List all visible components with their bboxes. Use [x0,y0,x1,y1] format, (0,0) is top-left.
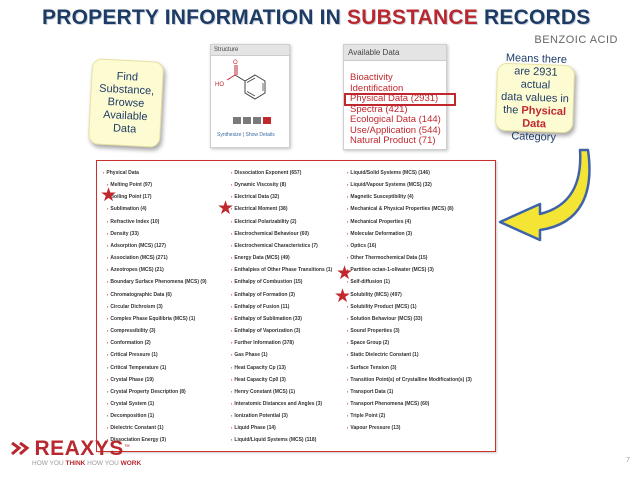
available-data-item[interactable]: Use/Application (544) [350,124,441,136]
structure-tool-icon[interactable] [253,117,261,124]
note-line: Means there [505,51,568,66]
reaxys-logo [10,438,141,467]
property-item[interactable]: ▪ Mechanical Properties (4) [347,216,472,228]
tagline-part: THINK [65,460,86,467]
property-item[interactable]: ▪ Electrochemical Characteristics (7) [231,240,332,252]
property-item[interactable]: ▪ Critical Pressure (1) [103,349,207,361]
property-item[interactable]: ▪ Azeotropes (MCS) (21) [103,264,207,276]
property-item[interactable]: ▪ Boundary Surface Phenomena (MCS) (9) [103,276,207,288]
note-highlight: Data [521,117,547,130]
property-item[interactable]: ▪ Heat Capacity Cp0 (3) [231,374,332,386]
sticky-note-means-there [495,51,575,144]
star-icon: ★ [100,185,118,206]
property-item[interactable]: ▪ Decomposition (1) [103,410,207,422]
property-item[interactable]: ▪ Transport Data (1) [347,386,472,398]
property-item[interactable]: ▪ Sublimation (4) [103,203,207,215]
property-item[interactable]: ▪ Dielectric Constant (1) [103,422,207,434]
physical-data-highlight-box [344,93,456,106]
note-line: are 2931 actual [514,64,558,92]
property-item[interactable]: ▪ Dynamic Viscosity (8) [231,179,332,191]
property-item[interactable]: ▪ Sound Properties (3) [347,325,472,337]
property-item[interactable]: ▪ Transport Phenomena (MCS) (60) [347,398,472,410]
property-column-3 [347,167,472,434]
property-item[interactable]: ▪ Self-diffusion (1) [347,276,472,288]
note-line: Available [102,108,148,123]
property-item[interactable]: ▪ Liquid/Liquid Systems (MCS) (118) [231,434,332,446]
note-highlight: Physical [521,104,567,118]
note-line: Substance, [98,82,155,97]
property-item[interactable]: ▪ Ionization Potential (3) [231,410,332,422]
reaxys-logo-wordmark [10,438,141,460]
note-text: the [502,103,522,117]
star-icon: ★ [334,286,352,307]
property-item[interactable]: ▪ Electrical Data (32) [231,191,332,203]
property-item[interactable]: ▪ Refractive Index (10) [103,216,207,228]
compound-name: BENZOIC ACID [534,34,618,46]
property-item[interactable]: ▪ Critical Temperature (1) [103,362,207,374]
tagline-part: WORK [120,460,142,467]
property-item[interactable]: ▪ Dissociation Energy (3) [103,434,207,446]
property-item[interactable]: ▪ Liquid/Solid Systems (MCS) (146) [347,167,472,179]
available-data-item[interactable]: Ecological Data (144) [350,114,441,125]
available-data-item[interactable]: Bioactivity [350,72,393,83]
title-part2: RECORDS [477,6,591,29]
property-item[interactable]: ▪ Mechanical & Physical Properties (MCS) (8) [347,203,472,215]
property-item[interactable]: ▪ Gas Phase (1) [231,349,332,361]
property-item[interactable]: ▪ Electrical Moment (38) [231,203,332,215]
structure-toolbar[interactable] [233,117,271,124]
sticky-note-find-substance [88,58,164,148]
title-highlight: SUBSTANCE [347,6,478,29]
property-item[interactable]: ▪ Interatomic Distances and Angles (3) [231,398,332,410]
property-item[interactable]: ▪ Energy Data (MCS) (49) [231,252,332,264]
property-item[interactable]: ▪ Liquid/Vapour Systems (MCS) (32) [347,179,472,191]
page-number: 7 [626,457,630,464]
property-column-2 [231,167,332,447]
property-item[interactable]: ▪ Molecular Deformation (3) [347,228,472,240]
property-item[interactable]: ▪ Compressibility (3) [103,325,207,337]
property-item[interactable]: ▪ Transition Point(s) of Crystalline Modification(s) (3) [347,374,472,386]
property-item[interactable]: ▪ Electrical Polarizability (2) [231,216,332,228]
arrow-icon [496,148,596,244]
title-part1: PROPERTY INFORMATION IN [42,6,348,29]
property-item[interactable]: ▪ Dissociation Exponent (657) [231,167,332,179]
property-item[interactable]: ▪ Physical Data [103,167,207,179]
note-line [499,116,568,144]
property-item[interactable]: ▪ Association (MCS) (271) [103,252,207,264]
property-item[interactable]: ▪ Enthalpy of Vaporization (3) [231,325,332,337]
property-item[interactable]: ▪ Conformation (2) [103,337,207,349]
note-line: Browse [107,95,145,110]
physical-data-panel [96,160,496,452]
property-item[interactable]: ▪ Heat Capacity Cp (13) [231,362,332,374]
property-item[interactable]: ▪ Electrochemical Behaviour (60) [231,228,332,240]
property-item[interactable]: ▪ Partition octan-1-ol/water (MCS) (3) [347,264,472,276]
property-item[interactable]: ▪ Enthalpy of Sublimation (33) [231,313,332,325]
star-icon: ★ [217,198,235,219]
property-item[interactable]: ▪ Density (33) [103,228,207,240]
property-item[interactable]: ▪ Enthalpy of Formation (3) [231,289,332,301]
property-item[interactable]: ▪ Enthalpies of Other Phase Transitions (1) [231,264,332,276]
property-item[interactable]: ▪ Boiling Point (17) [103,191,207,203]
property-item[interactable]: ▪ Further Information (378) [231,337,332,349]
property-item[interactable]: ▪ Liquid Phase (14) [231,422,332,434]
slide-title [42,6,590,30]
property-item[interactable]: ▪ Crystal System (1) [103,398,207,410]
note-line: Find [116,69,139,84]
property-item[interactable]: ▪ Solubility (MCS) (497) [347,289,472,301]
note-line: Data [112,121,137,136]
available-data-item[interactable]: Spectra (421) [350,103,408,115]
property-item[interactable]: ▪ Crystal Property Description (8) [103,386,207,398]
available-data-item[interactable]: Identification [350,82,404,94]
structure-tool-icon[interactable] [263,117,271,124]
property-item[interactable]: ▪ Adsorption (MCS) (127) [103,240,207,252]
note-text: Category [511,129,557,144]
property-item[interactable]: ▪ Henry Constant (MCS) (1) [231,386,332,398]
property-item[interactable]: ▪ Enthalpy of Fusion (11) [231,301,332,313]
structure-links[interactable]: Synthesize | Show Details [217,132,275,138]
property-item[interactable]: ▪ Space Group (2) [347,337,472,349]
property-item[interactable]: ▪ Vapour Pressure (13) [347,422,472,434]
property-item[interactable]: ▪ Surface Tension (3) [347,362,472,374]
structure-tool-icon[interactable] [243,117,251,124]
property-column-1 [103,167,207,447]
property-item[interactable]: ▪ Crystal Phase (19) [103,374,207,386]
star-icon: ★ [336,263,354,284]
property-item[interactable]: ▪ Complex Phase Equilibria (MCS) (1) [103,313,207,325]
property-item[interactable]: ▪ Solubility Product (MCS) (1) [347,301,472,313]
property-item[interactable]: ▪ Circular Dichroism (3) [103,301,207,313]
svg-text:O: O [233,60,238,66]
hydroxyl-label: HO [215,82,224,88]
available-data-heading: Available Data [344,45,446,61]
structure-card[interactable] [210,44,290,148]
note-line [500,103,568,118]
property-item[interactable]: ▪ Other Thermochemical Data (15) [347,252,472,264]
trademark-icon: ™ [123,444,130,451]
tagline-part: HOW YOU [32,460,66,467]
property-item[interactable]: ▪ Optics (16) [347,240,472,252]
structure-tool-icon[interactable] [233,117,241,124]
structure-heading: Structure [211,45,289,56]
property-item[interactable]: ▪ Solution Behaviour (MCS) (33) [347,313,472,325]
property-item[interactable]: ▪ Static Dielectric Constant (1) [347,349,472,361]
logo-brand: REAXYS [34,437,124,460]
property-item[interactable]: ▪ Triple Point (2) [347,410,472,422]
available-data-item[interactable]: Natural Product (71) [350,135,436,146]
property-item[interactable]: ▪ Enthalpy of Combustion (15) [231,276,332,288]
tagline-part: HOW YOU [85,460,121,467]
reaxys-logo-icon [10,440,30,457]
property-item[interactable]: ▪ Melting Point (97) [103,179,207,191]
property-item[interactable]: ▪ Magnetic Susceptibility (4) [347,191,472,203]
logo-tagline [32,460,141,467]
note-line: data values in [500,90,570,105]
available-data-item[interactable]: Physical Data (2931) [350,93,439,104]
property-item[interactable]: ▪ Chromatographic Data (6) [103,289,207,301]
